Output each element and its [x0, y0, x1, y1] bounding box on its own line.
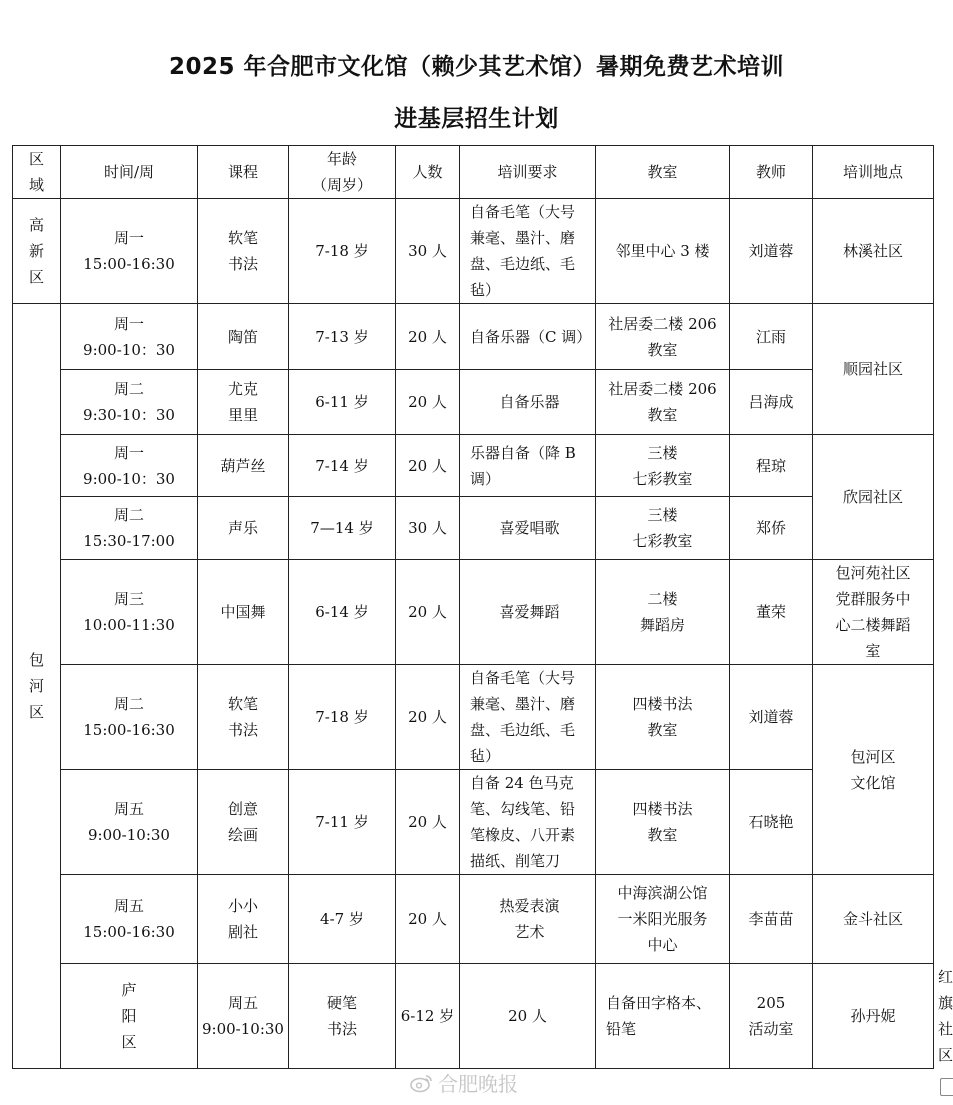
table-row [13, 370, 934, 435]
course-cell: 硬笔 书法 [289, 964, 396, 1069]
requirement-cell: 热爱表演 艺术 [460, 875, 596, 964]
header-count: 人数 [396, 146, 460, 199]
room-cell: 四楼书法 教室 [596, 665, 730, 770]
time-cell: 周三 10:00-11:30 [61, 560, 198, 665]
course-cell: 葫芦丝 [198, 435, 289, 497]
location-cell: 金斗社区 [813, 875, 934, 964]
room-cell: 三楼 七彩教室 [596, 497, 730, 560]
time-cell: 周一 9:00-10：30 [61, 435, 198, 497]
table-row [13, 304, 934, 370]
location-cell: 欣园社区 [813, 435, 934, 560]
time-cell: 周二 9:30-10：30 [61, 370, 198, 435]
location-cell: 林溪社区 [813, 199, 934, 304]
table-row [13, 770, 934, 875]
table-row [13, 199, 934, 304]
age-cell: 7—14 岁 [289, 497, 396, 560]
table-row [13, 665, 934, 770]
teacher-cell: 李苗苗 [730, 875, 813, 964]
course-cell: 软笔 书法 [198, 199, 289, 304]
time-cell: 周一 9:00-10：30 [61, 304, 198, 370]
room-cell: 社居委二楼 206 教室 [596, 370, 730, 435]
location-cell: 包河苑社区 党群服务中 心二楼舞蹈 室 [813, 560, 934, 665]
room-cell: 二楼 舞蹈房 [596, 560, 730, 665]
table-row [13, 560, 934, 665]
requirement-cell: 自备乐器 [460, 370, 596, 435]
course-cell: 尤克 里里 [198, 370, 289, 435]
teacher-cell: 郑侨 [730, 497, 813, 560]
location-cell: 包河区 文化馆 [813, 665, 934, 875]
time-cell: 周二 15:00-16:30 [61, 665, 198, 770]
table-row [13, 875, 934, 964]
teacher-cell: 石晓艳 [730, 770, 813, 875]
requirement-cell: 喜爱舞蹈 [460, 560, 596, 665]
age-cell: 7-18 岁 [289, 199, 396, 304]
watermark [410, 1068, 518, 1097]
requirement-cell: 自备 24 色马克 笔、勾线笔、铅 笔橡皮、八开素 描纸、削笔刀 [460, 770, 596, 875]
count-cell: 20 人 [396, 875, 460, 964]
count-cell: 30 人 [396, 199, 460, 304]
course-cell: 创意 绘画 [198, 770, 289, 875]
teacher-cell: 程琼 [730, 435, 813, 497]
teacher-cell: 江雨 [730, 304, 813, 370]
header-location: 培训地点 [813, 146, 934, 199]
time-cell: 周五 15:00-16:30 [61, 875, 198, 964]
time-cell: 周一 15:00-16:30 [61, 199, 198, 304]
room-cell: 三楼 七彩教室 [596, 435, 730, 497]
requirement-cell: 乐器自备（降 B 调） [460, 435, 596, 497]
count-cell: 20 人 [396, 665, 460, 770]
course-cell: 声乐 [198, 497, 289, 560]
course-cell: 软笔 书法 [198, 665, 289, 770]
region-cell: 高 新 区 [13, 199, 61, 304]
time-cell: 周五 9:00-10:30 [198, 964, 289, 1069]
age-cell: 7-18 岁 [289, 665, 396, 770]
requirement-cell: 喜爱唱歌 [460, 497, 596, 560]
document-title: 2025 年合肥市文化馆（赖少其艺术馆）暑期免费艺术培训 [168, 54, 785, 80]
age-cell: 7-11 岁 [289, 770, 396, 875]
room-cell: 中海滨湖公馆 一米阳光服务 中心 [596, 875, 730, 964]
header-course: 课程 [198, 146, 289, 199]
requirement-cell: 自备田字格本、 铅笔 [596, 964, 730, 1069]
header-region: 区 域 [13, 146, 61, 199]
requirement-cell: 自备毛笔（大号 兼毫、墨汁、磨 盘、毛边纸、毛 毡） [460, 199, 596, 304]
header-requirement: 培训要求 [460, 146, 596, 199]
weibo-icon [410, 1073, 434, 1093]
count-cell: 30 人 [396, 497, 460, 560]
room-cell: 社居委二楼 206 教室 [596, 304, 730, 370]
room-cell: 邻里中心 3 楼 [596, 199, 730, 304]
table-header-row [13, 146, 934, 199]
teacher-cell: 董荣 [730, 560, 813, 665]
watermark-text: 合肥晚报 [438, 1072, 518, 1096]
table-row [13, 497, 934, 560]
count-cell: 20 人 [396, 770, 460, 875]
teacher-cell: 吕海成 [730, 370, 813, 435]
header-time: 时间/周 [61, 146, 198, 199]
header-room: 教室 [596, 146, 730, 199]
time-cell: 周二 15:30-17:00 [61, 497, 198, 560]
room-cell: 四楼书法 教室 [596, 770, 730, 875]
region-cell: 庐 阳 区 [61, 964, 198, 1069]
age-cell: 6-11 岁 [289, 370, 396, 435]
header-teacher: 教师 [730, 146, 813, 199]
course-cell: 中国舞 [198, 560, 289, 665]
teacher-cell: 刘道蓉 [730, 199, 813, 304]
course-cell: 陶笛 [198, 304, 289, 370]
requirement-cell: 自备毛笔（大号 兼毫、墨汁、磨 盘、毛边纸、毛 毡） [460, 665, 596, 770]
course-cell: 小小 剧社 [198, 875, 289, 964]
count-cell: 20 人 [396, 370, 460, 435]
enrollment-table [12, 145, 953, 1069]
teacher-cell: 刘道蓉 [730, 665, 813, 770]
corner-mark [940, 1078, 953, 1096]
region-cell: 包 河 区 [13, 304, 61, 1069]
header-age: 年龄 （周岁） [289, 146, 396, 199]
room-cell: 205 活动室 [730, 964, 813, 1069]
teacher-cell: 孙丹妮 [813, 964, 934, 1069]
document-subtitle: 进基层招生计划 [394, 106, 559, 132]
age-cell: 7-13 岁 [289, 304, 396, 370]
table-row: 庐 阳 区 周五 9:00-10:30 硬笔 书法 6-12 岁 20 人 自备田字格本、 铅笔 205 活动室 孙丹妮 红旗社区 [13, 964, 934, 1069]
location-cell: 顺园社区 [813, 304, 934, 435]
age-cell: 6-14 岁 [289, 560, 396, 665]
table-row [13, 435, 934, 497]
count-cell: 20 人 [396, 435, 460, 497]
age-cell: 6-12 岁 [396, 964, 460, 1069]
requirement-cell: 自备乐器（C 调） [460, 304, 596, 370]
age-cell: 4-7 岁 [289, 875, 396, 964]
age-cell: 7-14 岁 [289, 435, 396, 497]
count-cell: 20 人 [460, 964, 596, 1069]
count-cell: 20 人 [396, 304, 460, 370]
count-cell: 20 人 [396, 560, 460, 665]
time-cell: 周五 9:00-10:30 [61, 770, 198, 875]
